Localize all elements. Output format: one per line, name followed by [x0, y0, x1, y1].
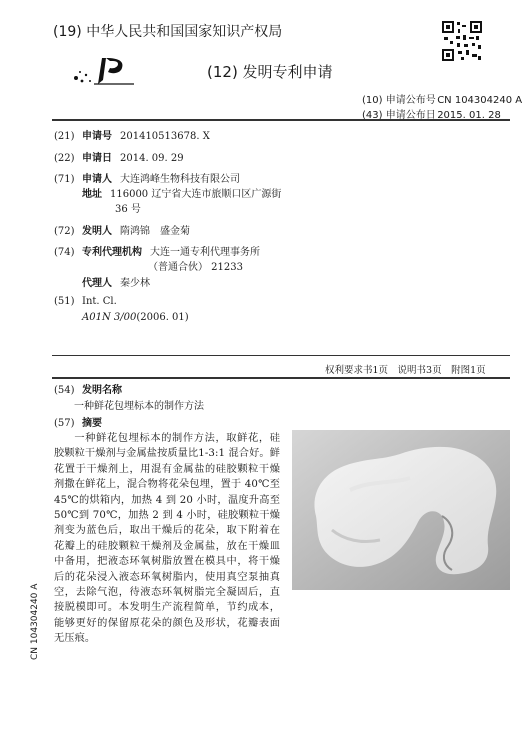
sipo-logo [72, 54, 138, 86]
qr-code [441, 20, 483, 62]
application-date [54, 149, 184, 164]
applicant [54, 170, 240, 185]
publication-number-value: CN 104304240 A [437, 95, 523, 106]
section-divider [52, 355, 510, 356]
field-value: 大连鸿峰生物科技有限公司 [120, 174, 240, 185]
field-code: (54) [54, 385, 75, 396]
publication-date-label: (43) 申请公布日 [362, 110, 436, 121]
field-code: (74) [54, 247, 75, 258]
field-label: 申请人 [82, 174, 112, 185]
page-counts: 权利要求书1页 说明书3页 附图1页 [325, 365, 486, 376]
field-label: 代理人 [82, 278, 112, 289]
agent [82, 274, 150, 289]
invention-title-heading [54, 381, 130, 396]
field-label: 申请日 [82, 153, 112, 164]
field-label: 地址 [82, 189, 102, 200]
patent-agency-line-2: （普通合伙） 21233 [148, 262, 243, 273]
classification-version: (2006. 01) [136, 312, 189, 323]
field-value: 隋鸿锦 盛金菊 [120, 226, 190, 237]
classification-code [82, 312, 189, 323]
classification-value: A01N 3/00 [82, 312, 137, 323]
abstract-heading [54, 414, 110, 429]
field-code: (21) [54, 131, 75, 142]
field-label: 发明名称 [82, 385, 122, 396]
field-value: 秦少林 [120, 278, 150, 289]
field-label: 申请号 [82, 131, 112, 142]
office-name: (19) 中华人民共和国国家知识产权局 [53, 24, 283, 40]
field-code: (57) [54, 418, 75, 429]
invention-title: 一种鲜花包埋标本的制作方法 [74, 401, 204, 412]
header-divider [52, 119, 510, 121]
field-code: (72) [54, 226, 75, 237]
publication-date-value: 2015. 01. 28 [437, 110, 501, 121]
inventor [54, 222, 190, 237]
address [82, 185, 281, 200]
publication-number [362, 91, 522, 106]
document-kind: (12) 发明专利申请 [207, 63, 333, 81]
abstract-text: 一种鲜花包埋标本的制作方法，取鲜花，硅胶颗粒干燥剂与金属盐按质量比1-3:1 混合好。鲜花置于干燥剂上，用混有金属盐的硅胶颗粒干燥剂撒在鲜花上，混合物将花朵包埋，置于 40℃至 45℃的烘箱内，加热 4 到 20 小时，温度升高至50℃到 70℃，加热 2 到 4 小时，硅胶颗粒干燥剂变为蓝色后，取出干燥后的花朵，取下附着在花瓣上的硅胶颗粒干燥剂及金属盐，放在干燥皿中备用，把液态环氧树脂放置在模具中，将干燥后的花朵浸入液态环氧树脂内，使用真空泵抽真空，去除气泡，待液态环氧树脂完全凝固后，直接脱模即可。本发明生产流程简单，节约成本，能够更好的保留原花朵的颜色及形状，花瓣表面无压痕。 [54, 433, 280, 645]
field-label: 发明人 [82, 226, 112, 237]
address-line-2: 36 号 [115, 204, 141, 215]
field-value: 116000 辽宁省大连市旅顺口区广源街 [110, 189, 282, 200]
application-number [54, 127, 210, 142]
field-label: Int. Cl. [82, 296, 117, 307]
field-code: (71) [54, 174, 75, 185]
patent-agency [54, 243, 260, 258]
field-label: 摘要 [82, 418, 102, 429]
field-code: (51) [54, 296, 75, 307]
field-label: 专利代理机构 [82, 247, 142, 258]
side-identifier: CN 104304240 A [30, 583, 40, 660]
field-value: 大连一通专利代理事务所 [150, 247, 260, 258]
field-value: 2014. 09. 29 [120, 153, 184, 164]
publication-number-label: (10) 申请公布号 [362, 95, 436, 106]
international-classification [54, 296, 117, 307]
specimen-photo [292, 430, 510, 590]
field-code: (22) [54, 153, 75, 164]
section-divider-thick [52, 377, 510, 379]
field-value: 201410513678. X [120, 131, 210, 142]
